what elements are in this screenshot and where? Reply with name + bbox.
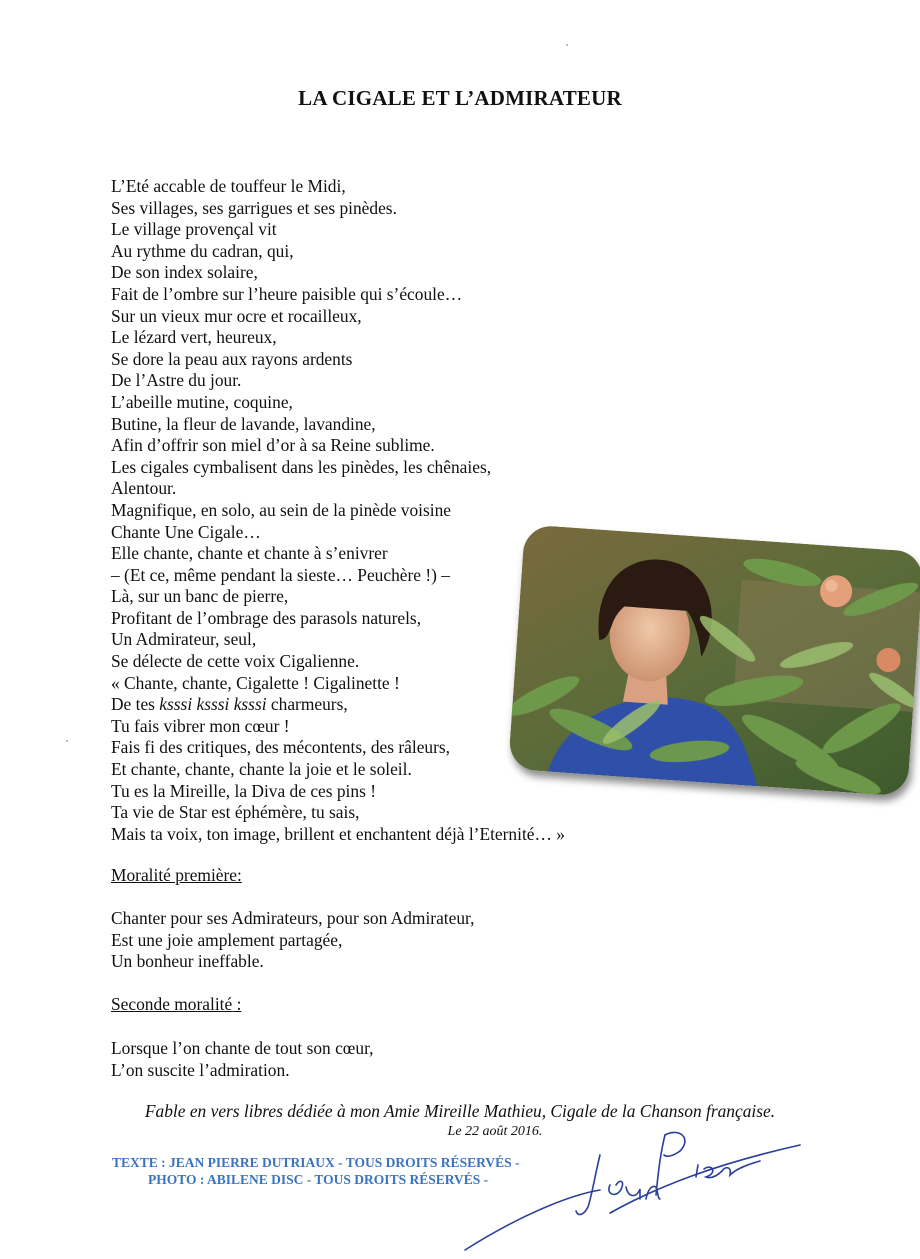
handwritten-signature bbox=[460, 1115, 820, 1255]
moral2-heading bbox=[111, 994, 241, 1015]
moral1-title: Moralité première bbox=[111, 865, 238, 885]
poem-line: Un Admirateur, seul, bbox=[111, 629, 257, 650]
poem-line: Et chante, chante, chante la joie et le soleil. bbox=[111, 759, 412, 780]
poem-line: Alentour. bbox=[111, 478, 177, 499]
moral1-colon: : bbox=[237, 865, 242, 885]
poem-line: Le lézard vert, heureux, bbox=[111, 327, 277, 348]
date: Le 22 août 2016. bbox=[447, 1124, 543, 1139]
poem-line: Afin d’offrir son miel d’or à sa Reine sublime. bbox=[111, 435, 435, 456]
poem-line: Ta vie de Star est éphémère, tu sais, bbox=[111, 802, 360, 823]
poem-line: Mais ta voix, ton image, brillent et enchantent déjà l’Eternité… » bbox=[111, 823, 565, 844]
kssi-italic: ksssi ksssi ksssi bbox=[159, 694, 267, 715]
poem-line: De l’Astre du jour. bbox=[111, 370, 242, 391]
credit-text: TEXTE : JEAN PIERRE DUTRIAUX - TOUS DROITS RÉSERVÉS - bbox=[112, 1155, 520, 1170]
poem-line: L’abeille mutine, coquine, bbox=[111, 391, 293, 412]
dedication: Fable en vers libres dédiée à mon Amie Mireille Mathieu, Cigale de la Chanson française. bbox=[144, 1101, 776, 1121]
kssi-prefix: De tes bbox=[111, 694, 160, 715]
poem-line: De son index solaire, bbox=[111, 262, 258, 283]
moral1-line: Un bonheur ineffable. bbox=[111, 951, 264, 972]
moral1-body bbox=[111, 908, 474, 973]
poem-line: Fais fi des critiques, des mécontents, des râleurs, bbox=[111, 737, 451, 758]
poem-line: Les cigales cymbalisent dans les pinèdes, les chênaies, bbox=[111, 456, 492, 477]
poem-line: Ses villages, ses garrigues et ses pinèdes. bbox=[111, 197, 397, 218]
moral1-heading bbox=[111, 865, 242, 886]
moral2-body bbox=[111, 1038, 374, 1081]
poem-line: Magnifique, en solo, au sein de la pinède voisine bbox=[111, 499, 452, 520]
poem-line: Là, sur un banc de pierre, bbox=[111, 586, 289, 607]
poem-line-kssi bbox=[111, 694, 565, 716]
moral2-title: Seconde moralité bbox=[111, 994, 233, 1014]
poem-line: Sur un vieux mur ocre et rocailleux, bbox=[111, 305, 362, 326]
moral1-line: Chanter pour ses Admirateurs, pour son Admirateur, bbox=[111, 908, 475, 928]
poem-line: Se dore la peau aux rayons ardents bbox=[111, 348, 353, 369]
poem-line: Butine, la fleur de lavande, lavandine, bbox=[111, 413, 376, 434]
poem-line: Le village provençal vit bbox=[111, 219, 277, 240]
poem-line: Tu fais vibrer mon cœur ! bbox=[111, 715, 290, 736]
poem-line: Tu es la Mireille, la Diva de ces pins ! bbox=[111, 780, 376, 801]
poem-line: Fait de l’ombre sur l’heure paisible qui s’écoule… bbox=[111, 283, 463, 304]
poem-line: Elle chante, chante et chante à s’enivrer bbox=[111, 543, 388, 564]
poem-line: « Chante, chante, Cigalette ! Cigalinette ! bbox=[111, 672, 400, 693]
credit-photo: PHOTO : ABILENE DISC - TOUS DROITS RÉSERVÉS - bbox=[148, 1172, 489, 1187]
kssi-suffix: charmeurs, bbox=[266, 694, 348, 715]
poem-line: – (Et ce, même pendant la sieste… Peuchère !) – bbox=[111, 564, 450, 585]
page-title: LA CIGALE ET L’ADMIRATEUR bbox=[298, 86, 622, 110]
poem-line: L’Eté accable de touffeur le Midi, bbox=[111, 176, 346, 196]
poem-line: Chante Une Cigale… bbox=[111, 521, 261, 542]
speck bbox=[66, 740, 68, 742]
moral2-colon: : bbox=[232, 994, 242, 1014]
moral2-line: L’on suscite l’admiration. bbox=[111, 1059, 290, 1080]
portrait-photo-image bbox=[508, 524, 920, 796]
poem-line: Profitant de l’ombrage des parasols naturels, bbox=[111, 607, 422, 628]
poem-line: Au rythme du cadran, qui, bbox=[111, 240, 294, 261]
portrait-photo bbox=[508, 524, 920, 796]
moral2-line: Lorsque l’on chante de tout son cœur, bbox=[111, 1038, 374, 1058]
credits bbox=[112, 1154, 520, 1188]
moral1-line: Est une joie amplement partagée, bbox=[111, 929, 343, 950]
poem bbox=[111, 176, 565, 845]
poem-line: Se délecte de cette voix Cigalienne. bbox=[111, 651, 360, 672]
speck bbox=[566, 44, 568, 46]
